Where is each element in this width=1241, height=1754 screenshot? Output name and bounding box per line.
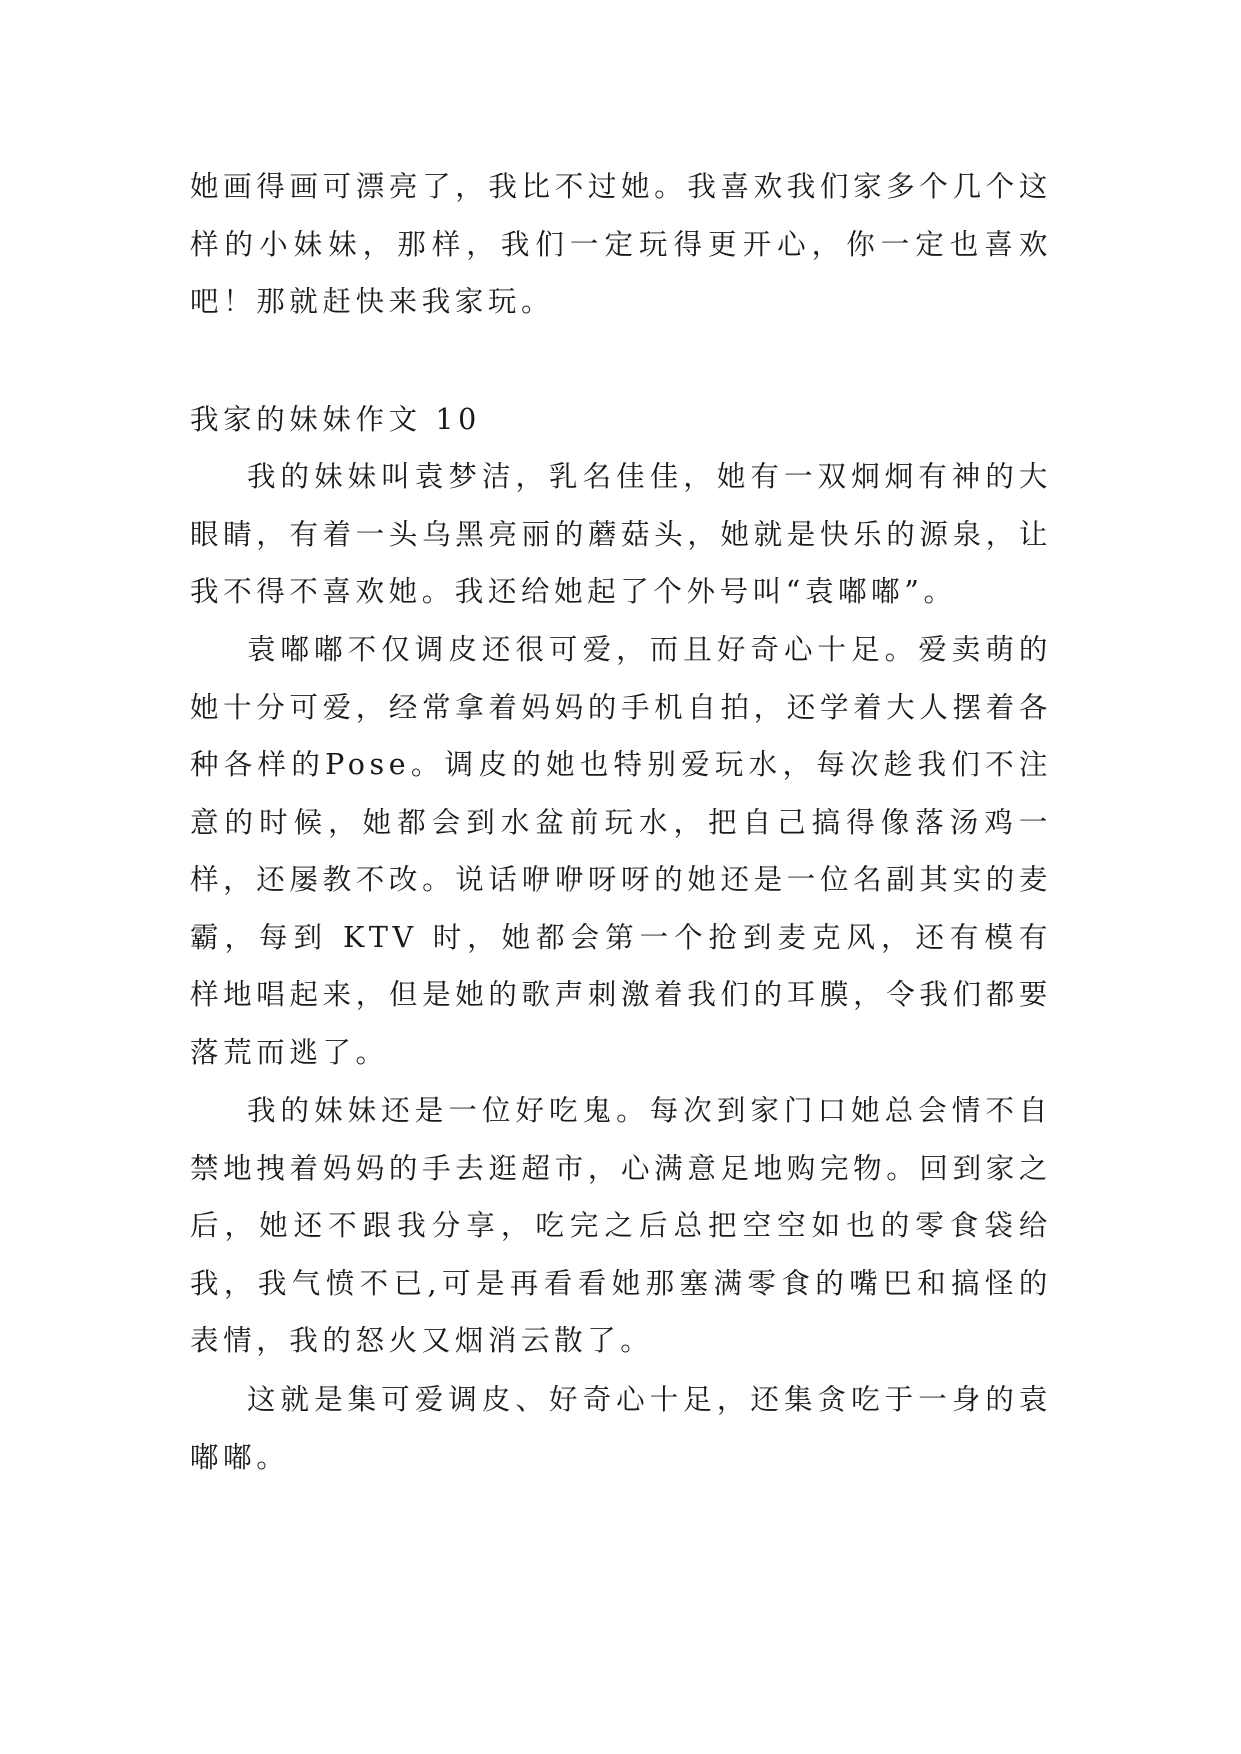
paragraph-2: 袁嘟嘟不仅调皮还很可爱，而且好奇心十足。爱卖萌的她十分可爱，经常拿着妈妈的手机自拍，还学着大人摆着各种各样的Pose。调皮的她也特别爱玩水，每次趁我们不注意的时候，她都会到水盆前玩水，把自己搞得像落汤鸡一样，还屡教不改。说话咿咿呀呀的她还是一位名副其实的麦霸，每到 KTV 时，她都会第一个抢到麦克风，还有模有样地唱起来，但是她的歌声刺激着我们的耳膜，令我们都要落荒而逃了。	[190, 633, 1052, 1069]
paragraph-4: 这就是集可爱调皮、好奇心十足，还集贪吃于一身的袁嘟嘟。	[190, 1383, 1052, 1474]
intro-paragraph: 她画得画可漂亮了，我比不过她。我喜欢我们家多个几个这样的小妹妹，那样，我们一定玩得更开心，你一定也喜欢吧！那就赶快来我家玩。	[190, 170, 1052, 318]
paragraph-3: 我的妹妹还是一位好吃鬼。每次到家门口她总会情不自禁地拽着妈妈的手去逛超市，心满意足地购完物。回到家之后，她还不跟我分享，吃完之后总把空空如也的零食袋给我，我气愤不已,可是再看看她那塞满零食的嘴巴和搞怪的表情，我的怒火又烟消云散了。	[190, 1094, 1052, 1357]
section-title: 我家的妹妹作文 10	[190, 403, 481, 436]
paragraph-1: 我的妹妹叫袁梦洁，乳名佳佳，她有一双炯炯有神的大眼睛，有着一头乌黑亮丽的蘑菇头，她就是快乐的源泉，让我不得不喜欢她。我还给她起了个外号叫“袁嘟嘟”。	[190, 460, 1052, 608]
